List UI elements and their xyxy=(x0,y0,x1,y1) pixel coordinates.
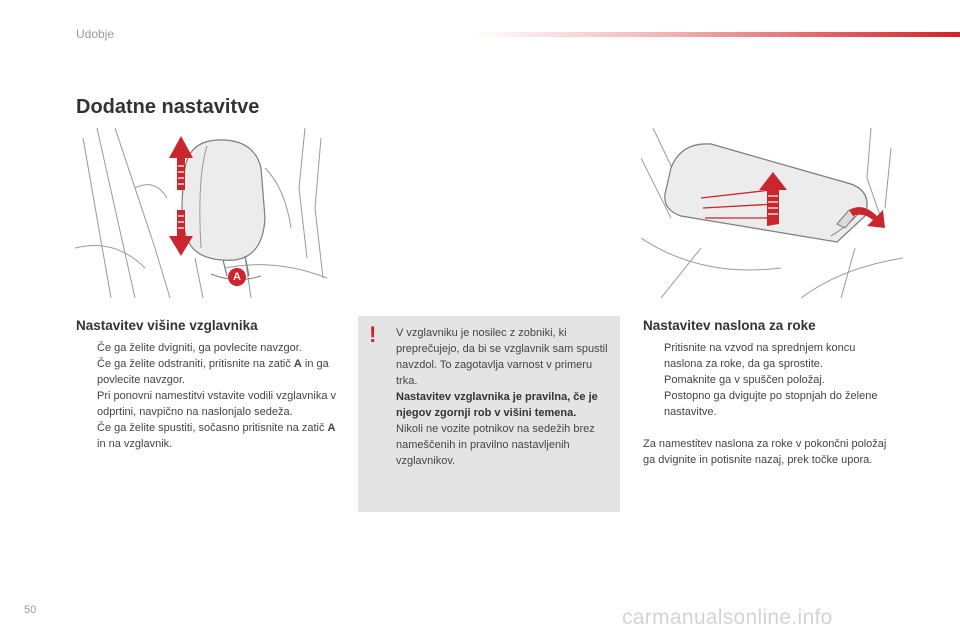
step-text: Če ga želite dvigniti, ga povlecite navzgor. xyxy=(97,342,302,354)
page-title: Dodatne nastavitve xyxy=(76,96,260,118)
step-text: in ga povlecite navzgor. xyxy=(97,358,329,386)
headrest-adjustment-illustration xyxy=(75,128,329,298)
step-callout-ref: A xyxy=(327,422,336,434)
warning-icon: ! xyxy=(369,322,377,347)
list-item xyxy=(76,356,338,388)
warning-box xyxy=(358,316,620,512)
warning-text-intro: V vzglavniku je nosilec z zobniki, ki preprečujejo, da bi se vzglavnik sam spustil navzdol. To zagotavlja varnost v primeru trka. xyxy=(396,327,608,387)
step-text: Pritisnite na vzvod na sprednjem koncu naslona za roke, da ga sprostite. xyxy=(664,342,856,370)
headrest-section-title: Nastavitev višine vzglavnika xyxy=(76,318,258,333)
list-item xyxy=(643,388,891,420)
armrest-steps-list xyxy=(643,340,891,420)
armrest-adjustment-illustration xyxy=(641,128,903,298)
warning-text xyxy=(396,325,616,469)
list-item xyxy=(643,372,891,388)
step-text: Pomaknite ga v spuščen položaj. xyxy=(664,374,825,386)
callout-a-badge xyxy=(228,268,246,286)
step-callout-ref: A xyxy=(293,358,302,370)
chapter-title: Udobje xyxy=(76,27,115,41)
armrest-note: Za namestitev naslona za roke v pokončni položaj ga dvignite in potisnite nazaj, prek točke upora. xyxy=(643,438,887,466)
callout-a-label: A xyxy=(233,271,241,283)
header-accent-bar xyxy=(470,32,960,37)
list-item xyxy=(76,340,338,356)
list-item xyxy=(643,340,891,372)
list-item xyxy=(76,420,338,452)
watermark: carmanualsonline.info xyxy=(622,606,833,629)
page-number: 50 xyxy=(24,604,37,616)
step-text: Pri ponovni namestitvi vstavite vodili vzglavnika v odprtini, navpično na naslonjalo sedeža. xyxy=(97,390,337,418)
headrest-steps-list xyxy=(76,340,338,452)
step-text: Če ga želite odstraniti, pritisnite na zatič xyxy=(97,358,294,370)
warning-text-emphasis: Nastavitev vzglavnika je pravilna, če je njegov zgornji rob v višini temena. xyxy=(396,391,598,419)
step-text: in na vzglavnik. xyxy=(97,438,173,450)
warning-text-advice: Nikoli ne vozite potnikov na sedežih brez nameščenih in pravilno nastavljenih vzglavnikov. xyxy=(396,423,595,467)
list-item xyxy=(76,388,338,420)
step-text: Postopno ga dvigujte po stopnjah do želene nastavitve. xyxy=(664,390,878,418)
step-text: Če ga želite spustiti, sočasno pritisnite na zatič xyxy=(97,422,328,434)
armrest-section-title: Nastavitev naslona za roke xyxy=(643,318,816,333)
